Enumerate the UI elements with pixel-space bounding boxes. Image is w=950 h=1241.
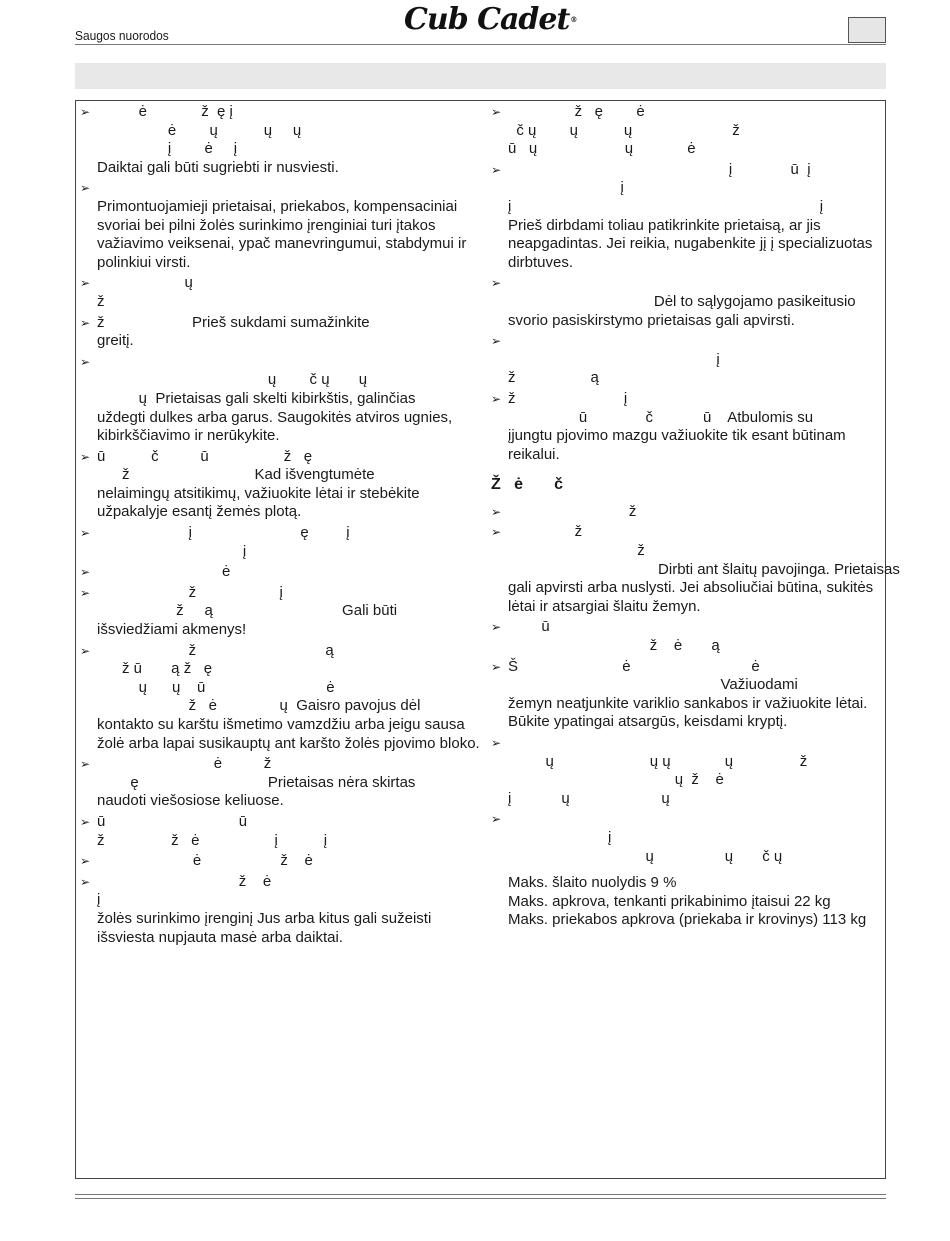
bullet-arrow-icon: ➢ bbox=[80, 276, 91, 291]
item-text: gali apvirsti arba nuslysti. Jei absoliučiai būtina, sukitės lėtai ir atsargiai šlaitu žemyn. bbox=[508, 579, 874, 615]
bold-fragment-line: ę Prietaisas nėra skirtas bbox=[97, 773, 416, 791]
bold-fragment-line: ž ę ė bbox=[508, 103, 645, 120]
footer-rule-bottom bbox=[75, 1198, 886, 1199]
bullet-arrow-icon: ➢ bbox=[80, 757, 91, 772]
bold-fragment-line: Dirbti ant šlaitų pavojinga. Prietaisas bbox=[508, 560, 900, 578]
bold-fragment-line: Važiuodami bbox=[508, 676, 798, 694]
bold-fragment-line: ž ą bbox=[508, 369, 599, 387]
bullet-arrow-icon: ➢ bbox=[80, 526, 91, 541]
bold-fragment-line: ū č ū ž ę bbox=[97, 447, 313, 465]
bullet-arrow-icon: ➢ bbox=[80, 585, 91, 600]
spec-line: Maks. šlaito nuolydis 9 % bbox=[508, 874, 677, 892]
page-number-box bbox=[848, 17, 886, 43]
safety-item bbox=[491, 390, 883, 464]
safety-item bbox=[491, 161, 883, 273]
bold-fragment-line: ž bbox=[508, 542, 645, 560]
safety-item bbox=[491, 658, 883, 732]
bold-fragment-line: ū ū bbox=[97, 812, 248, 830]
safety-item bbox=[80, 755, 480, 811]
bullet-arrow-icon: ➢ bbox=[491, 812, 502, 827]
safety-item bbox=[80, 813, 480, 850]
bold-fragment-line: ė ž ę į bbox=[97, 103, 233, 120]
bold-fragment-line: į bbox=[97, 891, 101, 909]
bold-fragment-line: į į bbox=[508, 197, 824, 215]
bold-fragment-line: ų ų ū ė bbox=[97, 678, 335, 696]
specs-block bbox=[491, 874, 883, 930]
bullet-arrow-icon: ➢ bbox=[80, 814, 91, 829]
bullet-arrow-icon: ➢ bbox=[80, 315, 91, 330]
safety-item bbox=[491, 274, 883, 330]
bold-fragment-line: ė ž ė bbox=[97, 852, 313, 870]
bullet-arrow-icon: ➢ bbox=[491, 659, 502, 674]
bold-fragment-line bbox=[508, 332, 883, 351]
item-text: žolės surinkimo įrenginį Jus arba kitus gali sužeisti išsviesta nupjauta masė arba daiktai. bbox=[97, 909, 432, 946]
bold-fragment-line bbox=[508, 274, 883, 293]
bullet-arrow-icon: ➢ bbox=[491, 162, 502, 177]
bold-fragment-line: ž Kad išvengtumėte bbox=[97, 466, 375, 484]
bold-fragment-line: ž Prieš sukdami sumažinkite bbox=[97, 313, 370, 331]
bold-fragment-line: į ų ų bbox=[508, 789, 670, 807]
bold-fragment-line: č ų ų ų ž bbox=[508, 121, 740, 139]
bold-fragment-line bbox=[97, 179, 480, 198]
item-text: žemyn neatjunkite variklio sankabos ir važiuokite lėtai. Būkite ypatingai atsargūs, keisdami kryptį. bbox=[508, 694, 868, 731]
bold-fragment-line: į ū į bbox=[508, 160, 811, 178]
logo-text: Cub Cadet bbox=[404, 2, 570, 37]
bullet-arrow-icon: ➢ bbox=[80, 354, 91, 369]
bold-fragment-line: į bbox=[97, 542, 247, 560]
safety-item bbox=[80, 103, 480, 177]
bold-fragment-line: ų č ų ų bbox=[97, 371, 368, 389]
item-text: Daiktai gali būti sugriebti ir nusviesti. bbox=[97, 158, 339, 176]
footer-rule-top bbox=[75, 1194, 886, 1195]
bullet-arrow-icon: ➢ bbox=[491, 736, 502, 750]
bold-fragment-line: ū bbox=[508, 618, 550, 636]
item-text: svorio pasiskirstymo prietaisas gali apvirsti. bbox=[508, 311, 795, 329]
safety-item bbox=[80, 353, 480, 446]
logo-registered-mark: ® bbox=[570, 15, 577, 24]
bold-fragment-line: į ė į bbox=[97, 140, 238, 158]
left-column bbox=[80, 103, 480, 949]
item-text: kontakto su karštu išmetimo vamzdžiu arba jeigu sausa žolė arba lapai susikauptų ant karšto žolės pjovimo bloko. bbox=[97, 716, 480, 752]
safety-item bbox=[80, 274, 480, 311]
safety-item bbox=[491, 734, 883, 808]
bold-fragment-line: ų Prietaisas gali skelti kibirkštis, galinčias bbox=[97, 389, 416, 407]
item-gap bbox=[491, 464, 883, 466]
bold-fragment-line: į ę į bbox=[97, 524, 350, 542]
bold-fragment-line: ž ą bbox=[97, 641, 334, 659]
safety-item bbox=[491, 523, 900, 616]
item-text: greitį. bbox=[97, 332, 134, 350]
safety-item bbox=[80, 448, 480, 522]
item-text: Primontuojamieji prietaisai, priekabos, kompensaciniai svoriai bei pilni žolės surinkimo įrenginiai turi įtakos važiavimo veiksenai, ypač manevringumui, stabdymui ir polinkiui virsti. bbox=[97, 197, 467, 271]
bullet-arrow-icon: ➢ bbox=[80, 449, 91, 464]
spec-line: Maks. apkrova, tenkanti prikabinimo įtaisui 22 kg bbox=[508, 892, 831, 910]
bullet-arrow-icon: ➢ bbox=[491, 525, 502, 540]
safety-item bbox=[80, 873, 480, 947]
bullet-arrow-icon: ➢ bbox=[491, 391, 502, 406]
bold-fragment-line: į bbox=[508, 828, 612, 846]
bold-fragment-line: ė ž bbox=[97, 755, 272, 773]
safety-item bbox=[80, 179, 480, 272]
safety-item bbox=[80, 642, 480, 754]
safety-item bbox=[80, 852, 480, 871]
bullet-arrow-icon: ➢ bbox=[491, 504, 502, 519]
item-text: nelaimingų atsitikimų, važiuokite lėtai ir stebėkite užpakalyje esantį žemės plotą. bbox=[97, 484, 420, 521]
bold-fragment-line: ž į bbox=[508, 389, 628, 407]
bold-fragment-line: ų ų č ų bbox=[508, 847, 783, 865]
item-gap bbox=[80, 947, 480, 949]
spec-line: Maks. priekabos apkrova (priekaba ir krovinys) 113 kg bbox=[508, 911, 867, 929]
safety-item bbox=[80, 524, 480, 561]
section-title-band bbox=[75, 63, 886, 89]
safety-item bbox=[80, 584, 480, 640]
safety-item bbox=[491, 618, 883, 655]
safety-item bbox=[491, 503, 883, 522]
bold-fragment-line bbox=[508, 734, 883, 753]
bold-fragment-line: ų bbox=[97, 274, 193, 292]
safety-item bbox=[80, 563, 480, 582]
section-heading: Ž ė č bbox=[491, 476, 564, 494]
bullet-arrow-icon: ➢ bbox=[80, 874, 91, 889]
bullet-arrow-icon: ➢ bbox=[80, 181, 91, 196]
bold-fragment-line: ė ų ų ų bbox=[97, 121, 302, 139]
bold-fragment-line: ž ė bbox=[97, 872, 272, 890]
bold-fragment-line bbox=[97, 353, 480, 372]
bullet-arrow-icon: ➢ bbox=[491, 334, 502, 349]
bold-fragment-line: į bbox=[508, 350, 720, 368]
item-text: išsviedžiami akmenys! bbox=[97, 621, 247, 639]
header-rule bbox=[75, 44, 886, 45]
bold-fragment-line: ū č ū Atbulomis su bbox=[508, 408, 814, 426]
bullet-arrow-icon: ➢ bbox=[491, 620, 502, 635]
bullet-arrow-icon: ➢ bbox=[491, 105, 502, 119]
bold-fragment-line: Dėl to sąlygojamo pasikeitusio bbox=[508, 292, 856, 310]
item-text: naudoti viešosiose keliuose. bbox=[97, 792, 284, 810]
bold-fragment-line: ž ė ų Gaisro pavojus dėl bbox=[97, 697, 421, 715]
bold-fragment-line: ž ū ą ž ę bbox=[97, 660, 213, 678]
bold-fragment-line: ž į bbox=[97, 583, 283, 601]
bold-fragment-line: ž ą Gali būti bbox=[97, 602, 398, 620]
bullet-arrow-icon: ➢ bbox=[491, 276, 502, 291]
bold-fragment-line: ų ų ų ų ž bbox=[508, 752, 808, 770]
bold-fragment-line: ž bbox=[508, 523, 583, 541]
bold-fragment-line: ū ų ų ė bbox=[508, 140, 696, 158]
bold-fragment-line: Š ė ė bbox=[508, 657, 760, 675]
bullet-arrow-icon: ➢ bbox=[80, 105, 91, 119]
item-text: Prieš dirbdami toliau patikrinkite prietaisą, ar jis neapgadintas. Jei reikia, nugabenkite jį į specializuotas dirbtuves. bbox=[508, 216, 873, 271]
bullet-arrow-icon: ➢ bbox=[80, 854, 91, 869]
item-text: uždegti dulkes arba garus. Saugokitės atviros ugnies, kibirkščiavimo ir nerūkykite. bbox=[97, 408, 453, 445]
bullet-arrow-icon: ➢ bbox=[80, 643, 91, 658]
bold-fragment-line: ž bbox=[508, 502, 637, 520]
bold-fragment-line: ų ž ė bbox=[508, 771, 724, 789]
safety-item bbox=[491, 332, 883, 388]
bold-fragment-line: į bbox=[508, 179, 624, 197]
bold-fragment-line bbox=[508, 810, 883, 829]
cub-cadet-logo bbox=[404, 3, 579, 37]
bullet-arrow-icon: ➢ bbox=[80, 565, 91, 580]
bold-fragment-line: ž ė ą bbox=[508, 637, 720, 655]
bold-fragment-line: ž ž ė į į bbox=[97, 831, 328, 849]
safety-item bbox=[80, 314, 480, 351]
safety-item bbox=[491, 810, 883, 866]
item-text: įjungtu pjovimo mazgu važiuokite tik esant būtinam reikalui. bbox=[508, 427, 846, 463]
header-section-title: Saugos nuorodos bbox=[75, 28, 169, 43]
safety-item bbox=[491, 103, 883, 159]
right-column bbox=[491, 103, 900, 930]
bold-fragment-line: ė bbox=[97, 563, 231, 581]
bold-fragment-line: ž bbox=[97, 292, 105, 310]
item-gap bbox=[491, 866, 883, 868]
